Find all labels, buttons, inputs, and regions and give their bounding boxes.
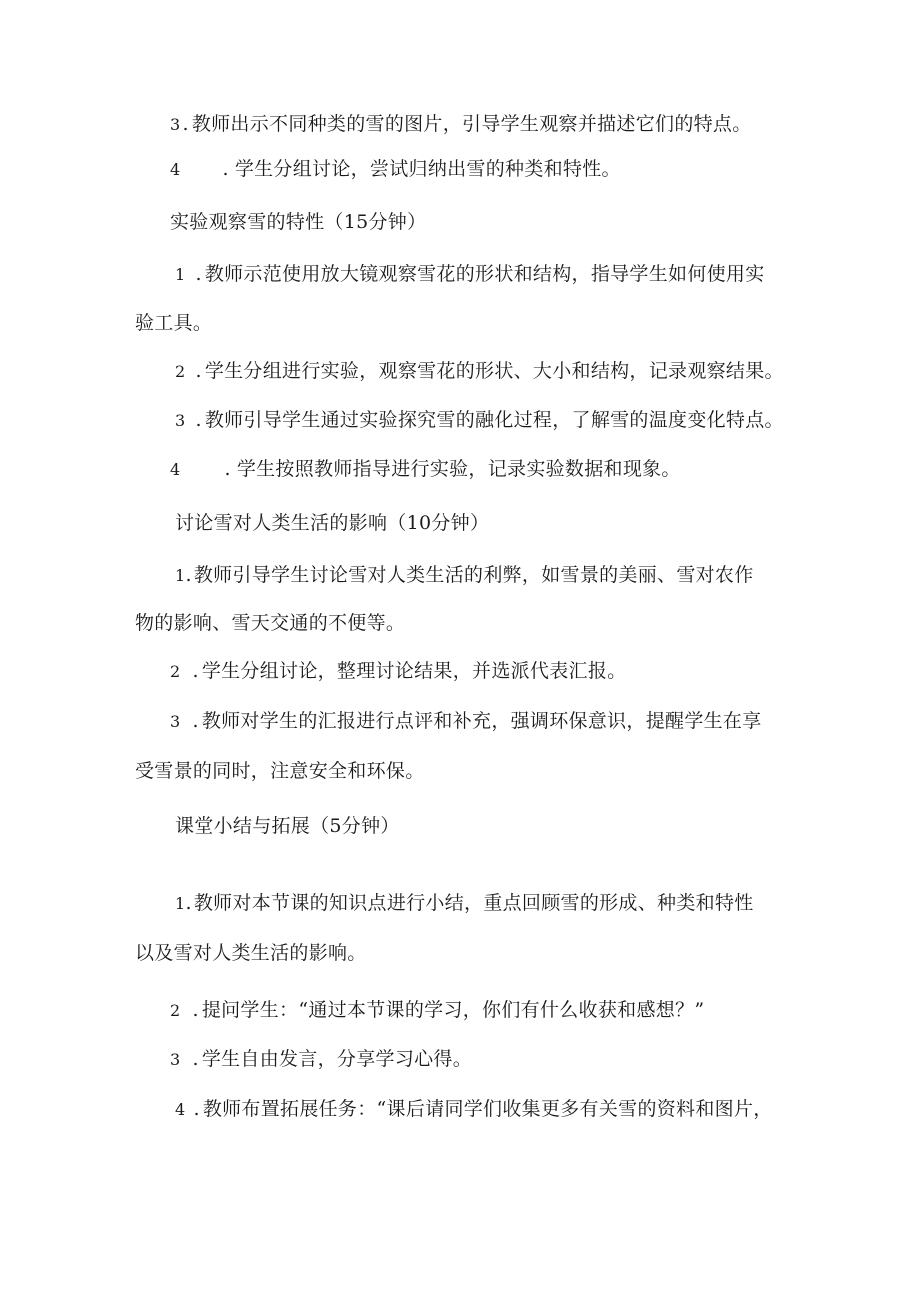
list-item bbox=[170, 457, 681, 482]
item-separator: . bbox=[192, 1048, 199, 1070]
item-text: 学生按照教师指导进行实验，记录实验数据和现象。 bbox=[236, 458, 681, 480]
item-text: 教师对本节课的知识点进行小结，重点回顾雪的形成、种类和特性 bbox=[193, 892, 754, 914]
item-separator: . bbox=[192, 660, 199, 682]
item-separator: . bbox=[185, 892, 192, 914]
list-item bbox=[170, 659, 626, 684]
list-item bbox=[175, 262, 765, 287]
list-item bbox=[170, 157, 621, 182]
item-text: 教师引导学生通过实验探究雪的融化过程，了解雪的温度变化特点。 bbox=[204, 409, 784, 431]
list-item bbox=[175, 563, 754, 588]
item-separator: . bbox=[195, 360, 202, 382]
item-number: 1 bbox=[175, 566, 186, 585]
list-item bbox=[170, 112, 752, 137]
list-item bbox=[175, 1097, 773, 1122]
item-number: 4 bbox=[175, 1100, 186, 1119]
list-item bbox=[170, 1047, 472, 1072]
item-separator: . bbox=[224, 458, 231, 480]
list-item-continuation: 验工具。 bbox=[135, 312, 213, 334]
item-separator: . bbox=[185, 564, 192, 586]
list-item bbox=[170, 998, 704, 1023]
item-text: 教师布置拓展任务：“课后请同学们收集更多有关雪的资料和图片， bbox=[202, 1098, 773, 1120]
item-number: 1 bbox=[175, 894, 186, 913]
list-item-continuation: 受雪景的同时，注意安全和环保。 bbox=[135, 760, 425, 782]
item-text: 学生自由发言，分享学习心得。 bbox=[201, 1048, 473, 1070]
item-text: 学生分组进行实验，观察雪花的形状、大小和结构，记录观察结果。 bbox=[204, 360, 784, 382]
list-item bbox=[175, 408, 784, 433]
list-item bbox=[175, 891, 754, 916]
item-number: 3 bbox=[170, 712, 181, 731]
item-number: 3 bbox=[170, 1050, 181, 1069]
list-item bbox=[170, 709, 762, 734]
item-number: 3 bbox=[175, 411, 186, 430]
item-separator: . bbox=[192, 710, 199, 732]
item-text: 提问学生：“通过本节课的学习，你们有什么收获和感想？” bbox=[201, 999, 705, 1021]
list-item-continuation: 以及雪对人类生活的影响。 bbox=[135, 942, 367, 964]
item-number: 1 bbox=[175, 265, 186, 284]
item-number: 4 bbox=[170, 460, 181, 479]
item-separator: . bbox=[222, 158, 229, 180]
section-heading: 课堂小结与拓展（5分钟） bbox=[175, 815, 400, 837]
item-number: 2 bbox=[175, 362, 186, 381]
item-text: 教师对学生的汇报进行点评和补充，强调环保意识，提醒学生在享 bbox=[201, 710, 762, 732]
item-text: 学生分组讨论，尝试归纳出雪的种类和特性。 bbox=[234, 158, 621, 180]
item-text: 教师出示不同种类的雪的图片，引导学生观察并描述它们的特点。 bbox=[191, 113, 752, 135]
list-item-continuation: 物的影响、雪天交通的不便等。 bbox=[135, 612, 406, 634]
item-text: 教师引导学生讨论雪对人类生活的利弊，如雪景的美丽、雪对农作 bbox=[193, 564, 754, 586]
list-item bbox=[175, 359, 784, 384]
item-text: 教师示范使用放大镜观察雪花的形状和结构，指导学生如何使用实 bbox=[204, 263, 765, 285]
item-separator: . bbox=[195, 409, 202, 431]
item-separator: . bbox=[192, 999, 199, 1021]
section-heading: 实验观察雪的特性（15分钟） bbox=[170, 211, 427, 233]
item-number: 2 bbox=[170, 1001, 181, 1020]
item-number: 4 bbox=[170, 160, 181, 179]
section-heading: 讨论雪对人类生活的影响（10分钟） bbox=[175, 512, 490, 534]
item-separator: . bbox=[182, 113, 189, 135]
item-text: 学生分组讨论，整理讨论结果，并选派代表汇报。 bbox=[201, 660, 627, 682]
item-separator: . bbox=[195, 263, 202, 285]
item-number: 3 bbox=[170, 115, 181, 134]
item-separator: . bbox=[193, 1098, 200, 1120]
item-number: 2 bbox=[170, 662, 181, 681]
